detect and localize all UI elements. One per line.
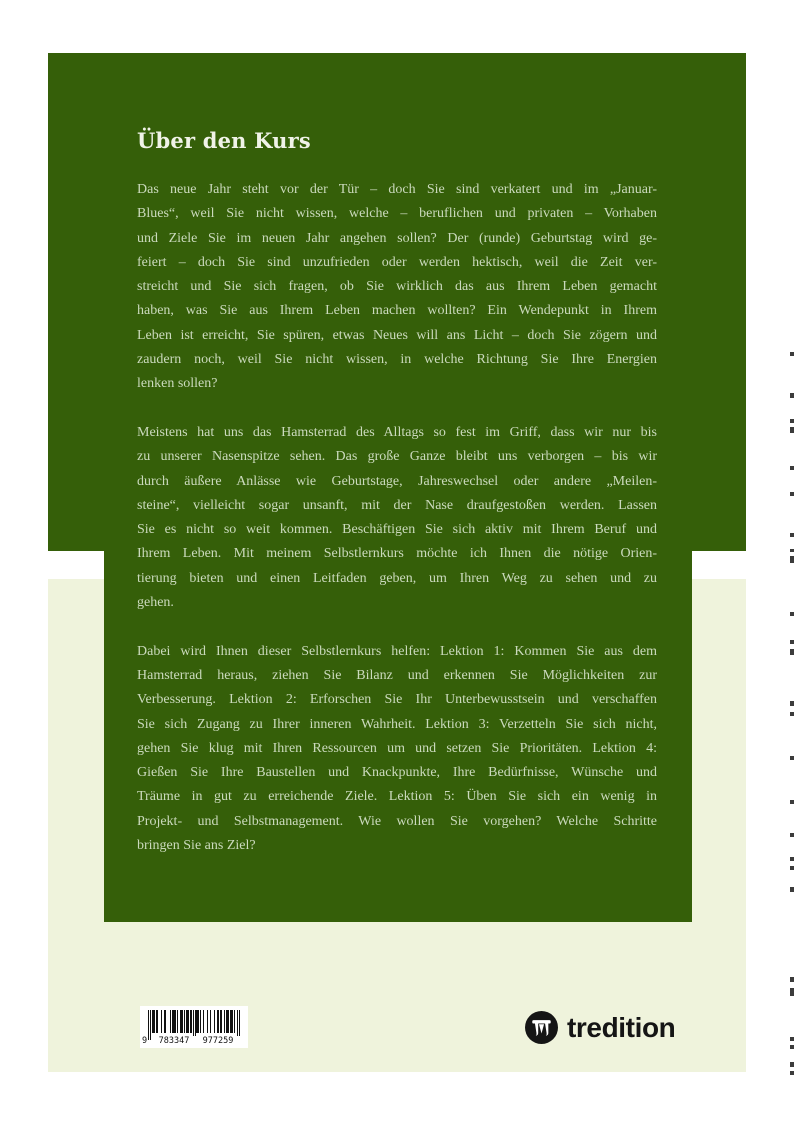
- paragraph: [137, 640, 657, 859]
- bleed-mark: [790, 466, 794, 470]
- bleed-mark: [790, 1037, 794, 1041]
- bleed-mark: [790, 419, 794, 423]
- bleed-mark: [790, 612, 794, 616]
- publisher-logo: [525, 1010, 675, 1044]
- paragraph: [137, 178, 657, 397]
- bleed-mark: [790, 492, 794, 496]
- bleed-mark: [790, 977, 794, 982]
- barcode-digit-left: 9: [142, 1036, 148, 1046]
- bleed-mark: [790, 640, 794, 644]
- paragraph: [137, 421, 657, 615]
- text-line: Gießen Sie Ihre Baustellen und Knackpunkte, Ihre Bedürfnisse, Wünsche und: [137, 765, 657, 781]
- text-line: tierung bieten und einen Leitfaden geben, um Ihren Weg zu sehen und zu: [137, 570, 657, 586]
- bleed-mark: [790, 701, 794, 706]
- text-line: gehen Sie klug mit Ihren Ressourcen um und setzen Sie Prioritäten. Lektion 4:: [137, 740, 657, 756]
- bleed-mark: [790, 556, 794, 563]
- bleed-mark: [790, 800, 794, 804]
- text-line: Hamsterrad heraus, ziehen Sie Bilanz und erkennen Sie Möglichkeiten zur: [137, 667, 657, 683]
- bleed-mark: [790, 1071, 794, 1075]
- bleed-mark: [790, 756, 794, 760]
- text-line: steine“, vielleicht sogar unsanft, mit der Nase draufgestoßen werden. Lassen: [137, 497, 657, 513]
- bleed-mark: [790, 649, 794, 655]
- text-line: Ihrem Leben. Mit meinem Selbstlernkurs möchte ich Ihnen die nötige Orien-: [137, 546, 657, 562]
- text-line: Verbesserung. Lektion 2: Erforschen Sie Ihr Unterbewusstsein und verschaffen: [137, 692, 657, 708]
- text-line: streicht und Sie sich fragen, ob Sie wirklich das aus Ihrem Leben gemacht: [137, 279, 657, 295]
- isbn-barcode: [140, 1006, 248, 1048]
- text-line: feiert – doch Sie sind unzufrieden oder werden hektisch, weil die Zeit ver-: [137, 254, 657, 270]
- barcode-digits: [140, 1036, 248, 1046]
- section-title: Über den Kurs: [137, 128, 311, 153]
- text-line: gehen.: [137, 595, 174, 611]
- bleed-mark: [790, 887, 794, 892]
- text-line: bringen Sie ans Ziel?: [137, 838, 256, 854]
- bleed-mark: [790, 1045, 794, 1049]
- text-line: Leben ist erreicht, Sie spüren, etwas Neues will ans Licht – doch Sie zögern und: [137, 327, 657, 343]
- text-line: lenken sollen?: [137, 376, 218, 392]
- text-line: zaudern noch, weil Sie nicht wissen, in welche Richtung Sie Ihre Energien: [137, 352, 657, 368]
- bleed-mark: [790, 833, 794, 837]
- publisher-name: tredition: [567, 1011, 676, 1043]
- bleed-mark: [790, 393, 794, 398]
- bleed-mark: [790, 712, 794, 716]
- text-line: Sie es nicht so weit kommen. Beschäftigen Sie sich aktiv mit Ihrem Beruf und: [137, 522, 657, 538]
- text-line: Das neue Jahr steht vor der Tür – doch Sie sind verkatert und im „Januar-: [137, 182, 657, 197]
- tredition-pi-arrow-icon: [525, 1011, 558, 1044]
- text-line: Blues“, weil Sie nicht wissen, welche – beruflichen und privaten – Vorhaben: [137, 206, 657, 222]
- back-cover-text: [137, 178, 657, 858]
- text-line: Träume in gut zu erreichende Ziele. Lektion 5: Üben Sie sich ein wenig in: [137, 789, 657, 805]
- bleed-mark: [790, 427, 794, 433]
- bleed-mark: [790, 988, 794, 996]
- text-line: und Ziele Sie im neuen Jahr angehen sollen? Der (runde) Geburtstag wird ge-: [137, 230, 657, 246]
- text-line: haben, was Sie aus Ihrem Leben machen wollten? Ein Wendepunkt in Ihrem: [137, 303, 657, 319]
- barcode-digit-group1: 783347: [152, 1036, 196, 1046]
- text-line: Dabei wird Ihnen dieser Selbstlernkurs helfen: Lektion 1: Kommen Sie aus dem: [137, 643, 657, 659]
- text-line: Projekt- und Selbstmanagement. Wie wollen Sie vorgehen? Welche Schritte: [137, 813, 657, 829]
- text-line: durch äußere Anlässe wie Geburtstage, Jahreswechsel oder andere „Meilen-: [137, 473, 657, 489]
- bleed-mark: [790, 1062, 794, 1067]
- text-line: zu unserer Nasenspitze sehen. Das große Ganze bleibt uns verborgen – bis wir: [137, 449, 657, 465]
- text-line: Meistens hat uns das Hamsterrad des Alltags so fest im Griff, dass wir nur bis: [137, 424, 657, 440]
- text-line: Sie sich Zugang zu Ihrer inneren Wahrheit. Lektion 3: Verzetteln Sie sich nicht,: [137, 716, 657, 732]
- barcode-digit-group2: 977259: [196, 1036, 240, 1046]
- bleed-mark: [790, 857, 794, 861]
- bleed-mark: [790, 533, 794, 537]
- bleed-mark: [790, 352, 794, 356]
- bleed-mark: [790, 549, 794, 552]
- bleed-mark: [790, 866, 794, 870]
